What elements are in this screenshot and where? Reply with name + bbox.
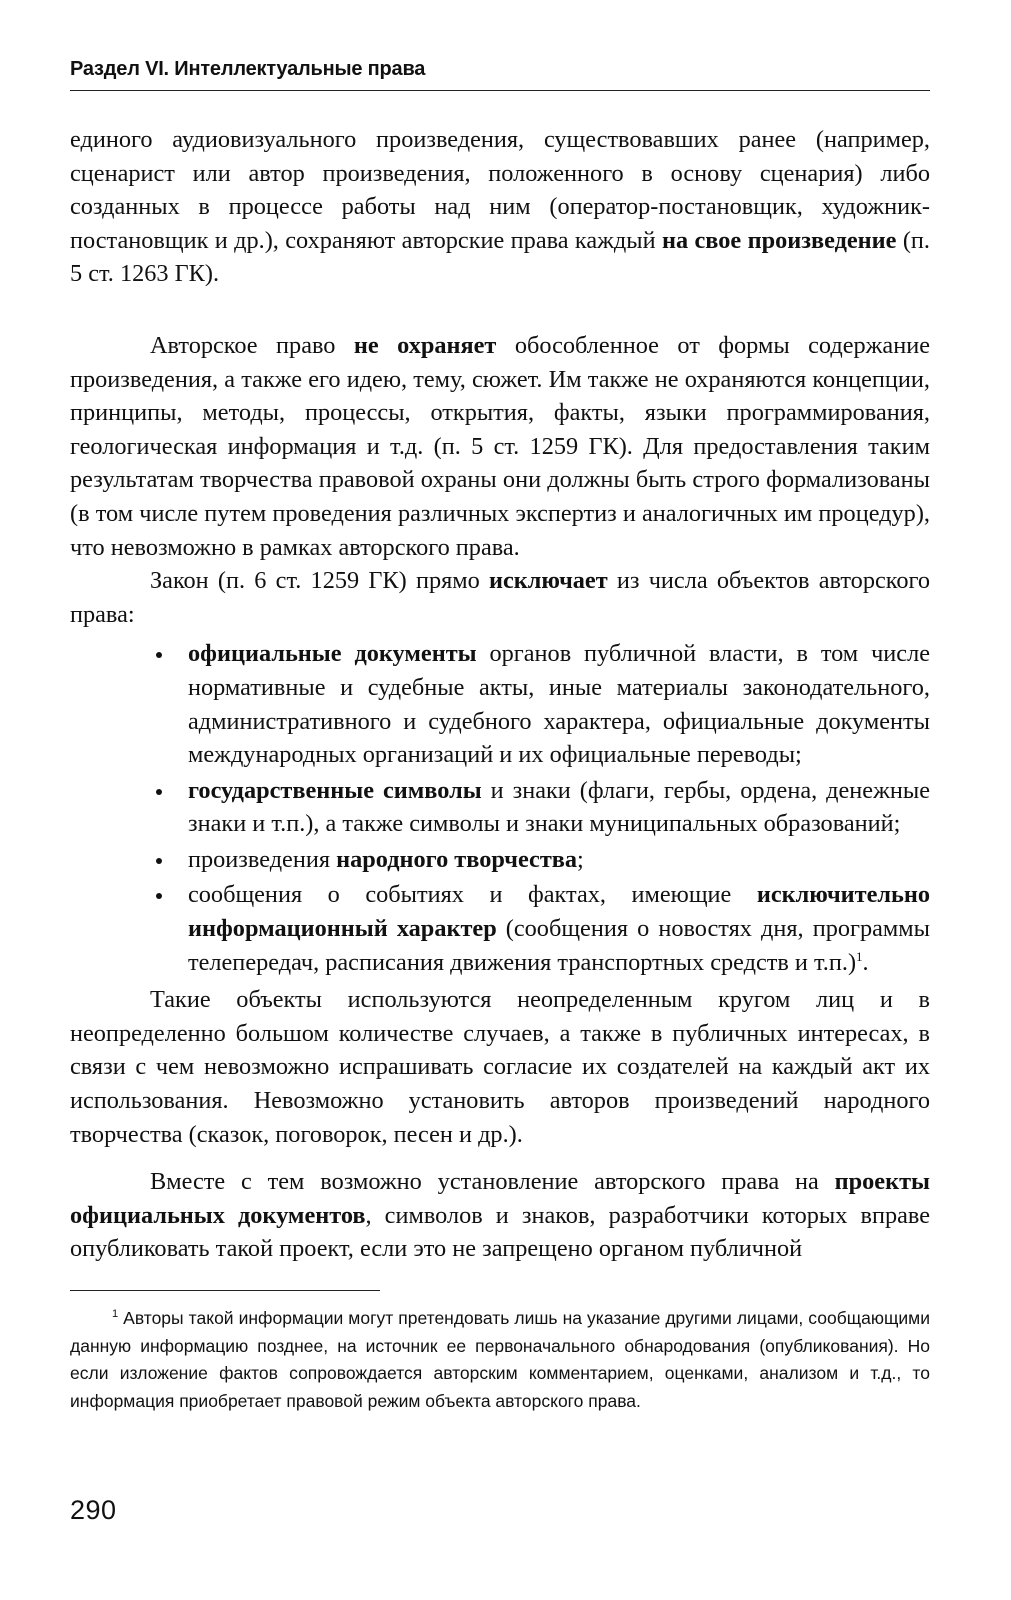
bold-term: народного творчества bbox=[336, 845, 578, 873]
exclusions-list bbox=[70, 637, 930, 979]
page bbox=[70, 52, 930, 1415]
text-span: из числа объектов авторского права: bbox=[70, 567, 930, 628]
paragraph-4: Такие объекты используются неопределенным кругом лиц и в неопределенно большом количестве случаев, а также в публичных интересах, в связи с чем невозможно испрашивать согласие их создателей на каждый акт их использования. Невозможно установить авторов произведений народного творчества (сказок, поговорок, песен и др.). bbox=[70, 986, 930, 1148]
page-number: 290 bbox=[70, 1495, 117, 1525]
footnote-reference[interactable]: 1 bbox=[856, 948, 863, 964]
list-item bbox=[70, 774, 930, 841]
text-span: (п. 5 ст. 1263 ГК). bbox=[70, 226, 930, 288]
bold-term: исключительно информационный характер bbox=[188, 881, 930, 943]
text-span: Закон (п. 6 ст. 1259 ГК) прямо bbox=[150, 567, 490, 595]
main-text bbox=[70, 123, 930, 1266]
paragraph-1 bbox=[70, 123, 930, 291]
list-item bbox=[70, 637, 930, 771]
bold-term: исключает bbox=[489, 567, 608, 595]
text-span: (сообщения о новостях дня, программы телепередач, расписания движения транспортных средств и т.п.) bbox=[188, 915, 930, 976]
text-span: Авторское право bbox=[150, 331, 354, 359]
text-span: и знаки (флаги, гербы, ордена, денежные знаки и т.п.), а также символы и знаки муниципальных образований; bbox=[188, 776, 930, 838]
bold-term: официальные документы bbox=[188, 640, 477, 668]
text-span: произведения bbox=[188, 845, 337, 873]
paragraph-5 bbox=[70, 1165, 930, 1266]
footnote-divider bbox=[70, 1290, 380, 1291]
text-span: органов публичной власти, в том числе нормативные и судебные акты, иные материалы законодательного, административного и судебного характера, официальные документы международных организаций и их официальные переводы; bbox=[188, 640, 930, 769]
bullet-icon bbox=[156, 652, 162, 658]
bullet-icon bbox=[156, 789, 162, 795]
footnote-marker: 1 bbox=[112, 1308, 119, 1321]
list-item bbox=[70, 878, 930, 979]
bold-term: не охраняет bbox=[353, 331, 497, 359]
running-header: Раздел VI. Интеллектуальные права bbox=[70, 58, 426, 80]
bold-term: государственные символы bbox=[188, 776, 482, 804]
bold-term: проекты официальных документов bbox=[70, 1168, 930, 1229]
text-span: обособленное от формы содержание произведения, а также его идею, тему, сюжет. Им также не охраняются концепции, принципы, методы, процессы, открытия, факты, языки программирования, геологическая информация и т.д. (п. 5 ст. 1259 ГК). Для предоставления таким результатам творчества правовой охраны они должны быть строго формализованы (в том числе путем проведения различных экспертиз и аналогичных им процедур), что невозможно в рамках авторского права. bbox=[70, 331, 931, 561]
footnote bbox=[70, 1305, 930, 1415]
paragraph-3 bbox=[70, 564, 930, 631]
text-span: сообщения о событиях и фактах, имеющие bbox=[188, 881, 757, 909]
text-span: . bbox=[862, 948, 869, 976]
text-span: единого аудиовизуального произведения, существовавших ранее (например, сценарист или автор произведения, положенного в основу сценария) либо созданных в процессе работы над ним (оператор-постановщик, художник-постановщик и др.), сохраняют авторские права каждый bbox=[70, 126, 930, 254]
text-span: ; bbox=[577, 845, 584, 873]
list-item bbox=[70, 843, 930, 877]
header-divider bbox=[70, 90, 930, 91]
bold-term: на свое произведение bbox=[662, 226, 897, 254]
text-span: Вместе с тем возможно установление авторского права на bbox=[150, 1168, 835, 1196]
bullet-icon bbox=[156, 858, 162, 864]
paragraph-2 bbox=[70, 329, 930, 564]
text-span: , символов и знаков, разработчики которых вправе опубликовать такой проект, если это не запрещено органом публичной bbox=[70, 1201, 930, 1263]
footnote-text: Авторы такой информации могут претендовать лишь на указание другими лицами, сообщающими данную информацию позднее, на источник ее первоначального обнародования (опубликования). Но если изложение фактов сопровождается авторским комментарием, оценками, анализом и т.д., то информация приобретает правовой режим объекта авторского права. bbox=[70, 1308, 930, 1411]
bullet-icon bbox=[156, 893, 162, 899]
